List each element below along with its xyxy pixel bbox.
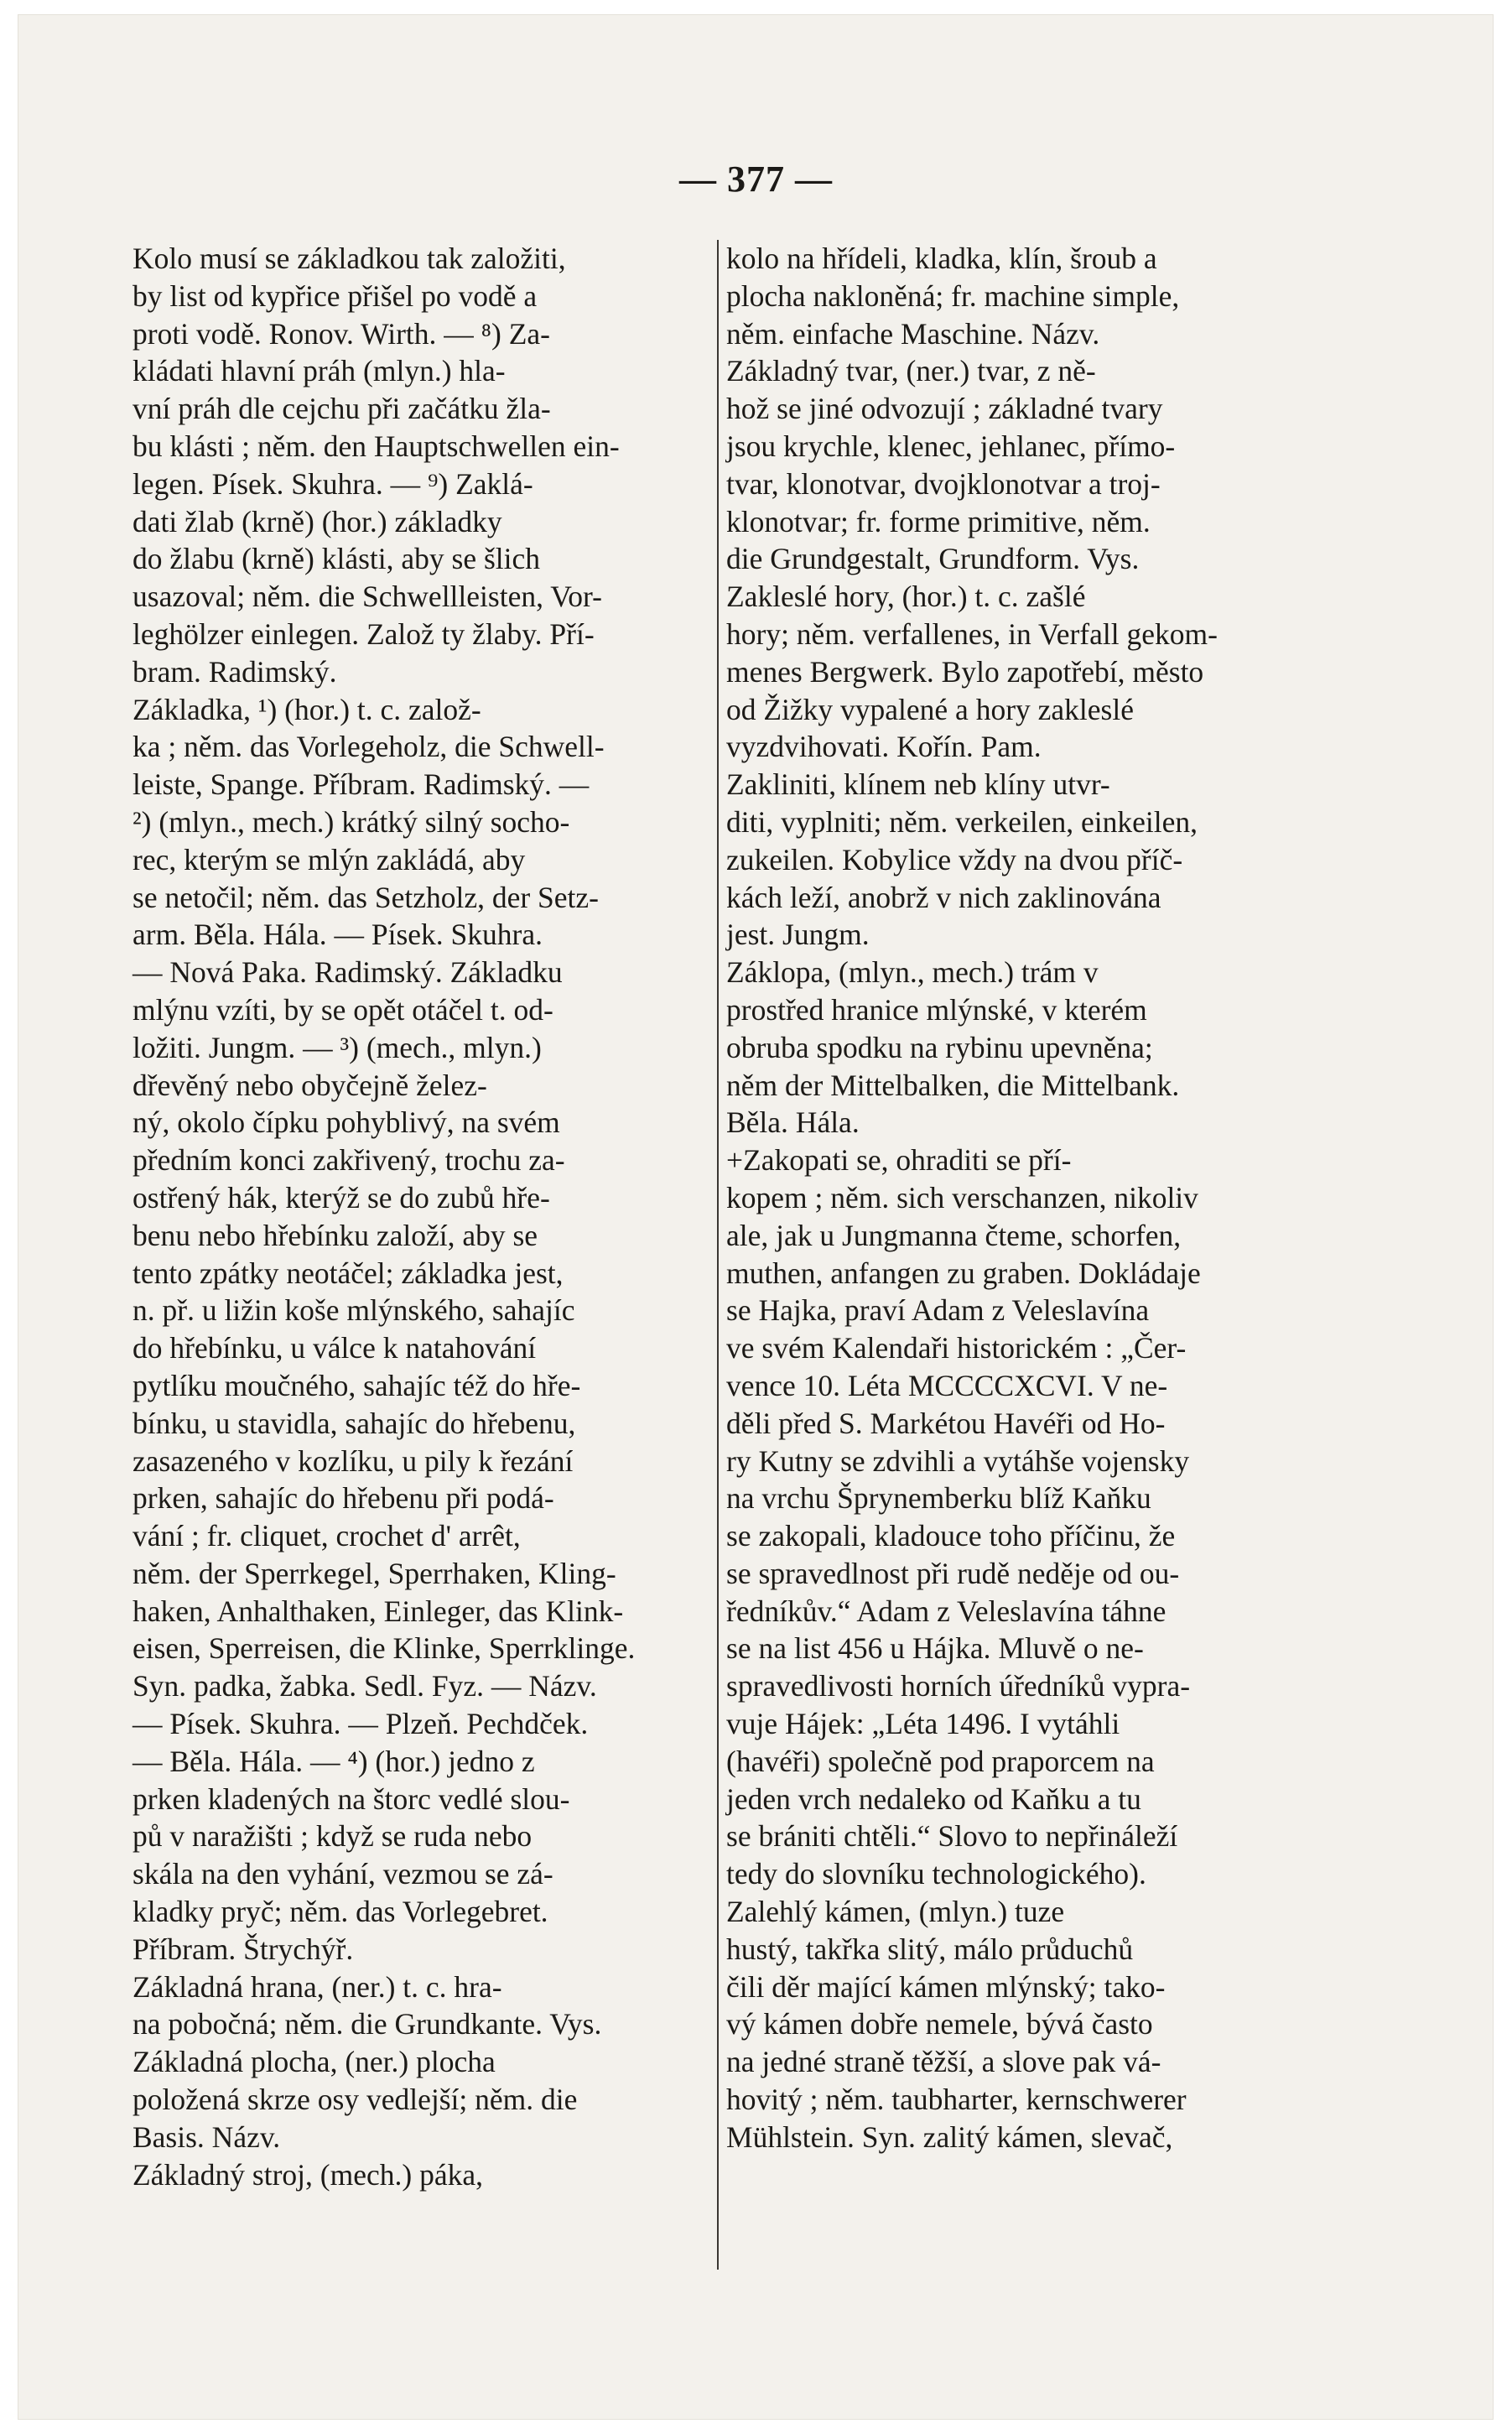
text-line: Základný stroj, (mech.) páka, xyxy=(132,2157,483,2192)
text-line: se zakopali, kladouce toho příčinu, že xyxy=(726,1519,1176,1553)
text-line: skála na den vyhání, vezmou se zá- xyxy=(132,1857,553,1891)
text-line: bu klásti ; něm. den Hauptschwellen ein- xyxy=(132,429,620,463)
text-line: něm der Mittelbalken, die Mittelbank. xyxy=(726,1068,1180,1102)
text-line: Zalehlý kámen, (mlyn.) tuze xyxy=(726,1895,1065,1929)
text-line: vence 10. Léta MCCCCXCVI. V ne- xyxy=(726,1368,1168,1402)
text-line: tvar, klonotvar, dvojklonotvar a troj- xyxy=(726,466,1161,501)
text-line: Basis. Názv. xyxy=(132,2119,281,2154)
text-line: předním konci zakřivený, trochu za- xyxy=(132,1143,565,1178)
text-line: zasazeného v kozlíku, u pily k řezání xyxy=(132,1443,574,1478)
text-line: rec, kterým se mlýn zakládá, aby xyxy=(132,842,526,876)
text-line: +Zakopati se, ohraditi se pří- xyxy=(726,1143,1072,1178)
text-line: hož se jiné odvozují ; základné tvary xyxy=(726,392,1163,426)
text-line: Záklopa, (mlyn., mech.) trám v xyxy=(726,955,1099,990)
text-line: ný, okolo čípku pohyblivý, na svém xyxy=(132,1105,560,1140)
text-line: ale, jak u Jungmanna čteme, schorfen, xyxy=(726,1218,1182,1252)
text-line: die Grundgestalt, Grundform. Vys. xyxy=(726,542,1140,576)
text-line: bram. Radimský. xyxy=(132,654,337,689)
text-line: Základná plocha, (ner.) plocha xyxy=(132,2045,496,2079)
page-number: — 377 — xyxy=(679,159,833,200)
text-line: kopem ; něm. sich verschanzen, nikoliv xyxy=(726,1180,1198,1214)
text-line: jeden vrch nedaleko od Kaňku a tu xyxy=(726,1781,1141,1816)
text-line: leiste, Spange. Příbram. Radimský. — xyxy=(132,767,590,802)
text-line: eisen, Sperreisen, die Klinke, Sperrklinge. xyxy=(132,1631,636,1666)
text-line: vyzdvihovati. Kořín. Pam. xyxy=(726,730,1042,764)
text-line: něm. der Sperrkegel, Sperrhaken, Kling- xyxy=(132,1556,616,1590)
text-line: Kolo musí se základkou tak založiti, xyxy=(132,242,566,275)
text-line: dřevěný nebo obyčejně želez- xyxy=(132,1068,487,1102)
text-line: jest. Jungm. xyxy=(726,918,870,952)
text-line: Základná hrana, (ner.) t. c. hra- xyxy=(132,1969,502,2004)
text-line: prken kladených na štorc vedlé slou- xyxy=(132,1781,570,1816)
text-line: — Nová Paka. Radimský. Základku xyxy=(132,955,563,990)
text-line: arm. Běla. Hála. — Písek. Skuhra. xyxy=(132,918,543,952)
text-line: muthen, anfangen zu graben. Dokládaje xyxy=(726,1256,1201,1290)
text-line: usazoval; něm. die Schwellleisten, Vor- xyxy=(132,580,602,614)
text-line: menes Bergwerk. Bylo zapotřebí, město xyxy=(726,654,1204,689)
text-line: děli před S. Markétou Havéři od Ho- xyxy=(726,1406,1166,1440)
text-line: Syn. padka, žabka. Sedl. Fyz. — Názv. xyxy=(132,1669,597,1703)
text-line: se Hajka, praví Adam z Veleslavína xyxy=(726,1293,1150,1328)
text-line: hovitý ; něm. taubharter, kernschwerer xyxy=(726,2083,1187,2117)
text-line: jsou krychle, klenec, jehlanec, přímo- xyxy=(726,429,1176,463)
text-line: (havéři) společně pod praporcem na xyxy=(726,1744,1155,1778)
text-line: vní práh dle cejchu při začátku žla- xyxy=(132,392,551,426)
text-line: na pobočná; něm. die Grundkante. Vys. xyxy=(132,2007,602,2041)
text-line: Příbram. Štrychýř. xyxy=(132,1932,354,1966)
text-line: se brániti chtěli.“ Slovo to nepřináleží xyxy=(726,1819,1178,1854)
text-line: prostřed hranice mlýnské, v kterém xyxy=(726,992,1147,1027)
text-line: kách leží, anobrž v nich zaklinována xyxy=(726,880,1161,914)
text-line: mlýnu vzíti, by se opět otáčel t. od- xyxy=(132,992,553,1027)
text-line: by list od kypřice přišel po vodě a xyxy=(132,278,538,313)
text-line: hustý, takřka slitý, málo průduchů xyxy=(726,1932,1134,1966)
text-line: ry Kutny se zdvihli a vytáhše vojensky xyxy=(726,1443,1190,1478)
text-line: kladky pryč; něm. das Vorlegebret. xyxy=(132,1895,548,1929)
text-line: obruba spodku na rybinu upevněna; xyxy=(726,1030,1153,1064)
text-line: n. př. u ližin koše mlýnského, sahajíc xyxy=(132,1293,575,1328)
text-line: vý kámen dobře nemele, bývá často xyxy=(726,2007,1153,2041)
text-line: na vrchu Šprynemberku blíž Kaňku xyxy=(726,1481,1151,1516)
text-line: spravedlivosti horních úředníků vypra- xyxy=(726,1669,1191,1703)
text-line: prken, sahajíc do hřebenu při podá- xyxy=(132,1481,554,1516)
text-line: dati žlab (krně) (hor.) základky xyxy=(132,504,502,538)
text-line: pů v naražišti ; když se ruda nebo xyxy=(132,1819,533,1854)
text-line: čili děr mající kámen mlýnský; tako- xyxy=(726,1969,1166,2004)
text-line: proti vodě. Ronov. Wirth. — ⁸) Za- xyxy=(132,316,551,351)
text-line: — Písek. Skuhra. — Plzeň. Pechdček. xyxy=(132,1707,589,1741)
text-line: na jedné straně těžší, a slove pak vá- xyxy=(726,2045,1161,2079)
text-line: diti, vyplniti; něm. verkeilen, einkeilen, xyxy=(726,804,1198,839)
text-line: položená skrze osy vedlejší; něm. die xyxy=(132,2083,578,2117)
text-line: ²) (mlyn., mech.) krátký silný socho- xyxy=(132,804,570,839)
text-line: klonotvar; fr. forme primitive, něm. xyxy=(726,504,1151,538)
text-line: tedy do slovníku technologického). xyxy=(726,1857,1146,1891)
text-line: ve svém Kalendaři historickém : „Čer- xyxy=(726,1331,1187,1365)
text-line: Zakleslé hory, (hor.) t. c. zašlé xyxy=(726,580,1086,614)
text-line: kolo na hřídeli, kladka, klín, šroub a xyxy=(726,242,1157,275)
text-line: ředníkův.“ Adam z Veleslavína táhne xyxy=(726,1594,1166,1628)
text-line: Základka, ¹) (hor.) t. c. založ- xyxy=(132,692,481,726)
text-line: benu nebo hřebínku založí, aby se xyxy=(132,1218,538,1252)
text-line: pytlíku moučného, sahajíc též do hře- xyxy=(132,1368,581,1402)
text-line: něm. einfache Maschine. Názv. xyxy=(726,316,1100,351)
text-line: leghölzer einlegen. Založ ty žlaby. Pří- xyxy=(132,616,595,651)
text-line: Mühlstein. Syn. zalitý kámen, slevač, xyxy=(726,2119,1173,2154)
text-line: zukeilen. Kobylice vždy na dvou příč- xyxy=(726,842,1183,876)
text-line: ložiti. Jungm. — ³) (mech., mlyn.) xyxy=(132,1030,542,1064)
right-text-column xyxy=(726,240,1305,2156)
text-line: bínku, u stavidla, sahajíc do hřebenu, xyxy=(132,1406,576,1440)
text-line: haken, Anhalthaken, Einleger, das Klink- xyxy=(132,1594,624,1628)
text-line: se spravedlnost při rudě neděje od ou- xyxy=(726,1556,1180,1590)
text-line: se netočil; něm. das Setzholz, der Setz- xyxy=(132,880,599,914)
text-line: do žlabu (krně) klásti, aby se šlich xyxy=(132,542,541,576)
text-line: legen. Písek. Skuhra. — ⁹) Zaklá- xyxy=(132,466,533,501)
text-line: hory; něm. verfallenes, in Verfall gekom- xyxy=(726,616,1218,651)
text-line: Běla. Hála. xyxy=(726,1105,860,1140)
column-divider xyxy=(717,240,719,2270)
text-line: tento zpátky neotáčel; základka jest, xyxy=(132,1256,564,1290)
left-text-column xyxy=(132,240,711,2193)
text-line: do hřebínku, u válce k natahování xyxy=(132,1331,537,1365)
text-line: vání ; fr. cliquet, crochet d' arrêt, xyxy=(132,1519,521,1553)
text-line: se na list 456 u Hájka. Mluvě o ne- xyxy=(726,1631,1144,1666)
text-line: kládati hlavní práh (mlyn.) hla- xyxy=(132,354,506,388)
text-line: ka ; něm. das Vorlegeholz, die Schwell- xyxy=(132,730,605,764)
text-line: plocha nakloněná; fr. machine simple, xyxy=(726,278,1180,313)
text-line: od Žižky vypalené a hory zakleslé xyxy=(726,692,1134,726)
text-line: — Běla. Hála. — ⁴) (hor.) jedno z xyxy=(132,1744,535,1778)
text-line: vuje Hájek: „Léta 1496. I vytáhli xyxy=(726,1707,1120,1741)
text-line: Základný tvar, (ner.) tvar, z ně- xyxy=(726,354,1096,388)
text-line: ostřený hák, kterýž se do zubů hře- xyxy=(132,1180,550,1214)
text-line: Zakliniti, klínem neb klíny utvr- xyxy=(726,767,1110,802)
